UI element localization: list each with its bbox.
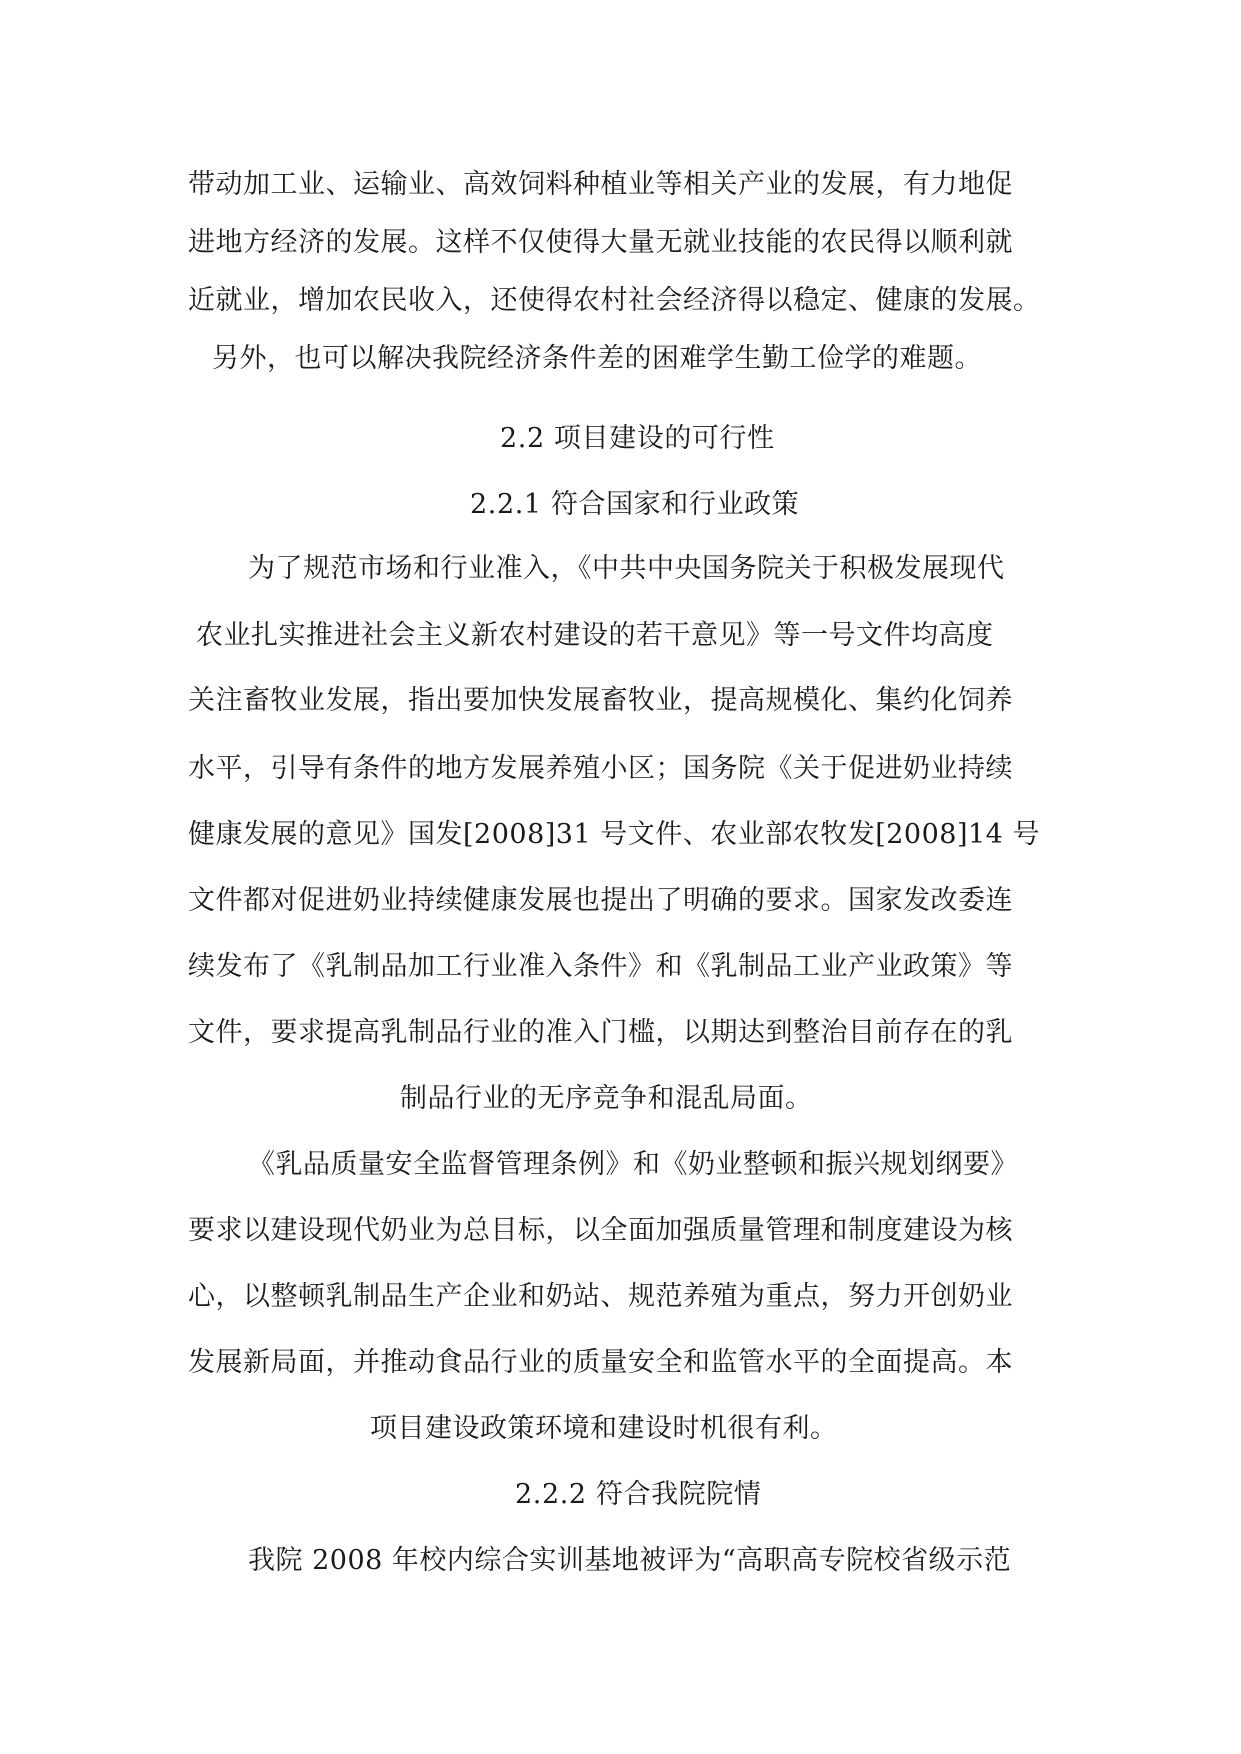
paragraph-3-line-1: 《乳品质量安全监督管理条例》和《奶业整顿和振兴规划纲要》 [248, 1149, 1018, 1180]
paragraph-2-line-9: 制品行业的无序竞争和混乱局面。 [400, 1083, 813, 1114]
paragraph-2-line-2: 农业扎实推进社会主义新农村建设的若干意见》等一号文件均高度 [196, 620, 994, 651]
paragraph-2-line-1: 为了规范市场和行业准入，《中共中央国务院关于积极发展现代 [248, 553, 1005, 584]
paragraph-2-line-8: 文件，要求提高乳制品行业的准入门槛，以期达到整治目前存在的乳 [188, 1017, 1013, 1048]
paragraph-1-line-4: 另外，也可以解决我院经济条件差的困难学生勤工俭学的难题。 [212, 343, 982, 374]
paragraph-2-line-4: 水平，引导有条件的地方发展养殖小区；国务院《关于促进奶业持续 [188, 753, 1013, 784]
paragraph-3-line-5: 项目建设政策环境和建设时机很有利。 [370, 1413, 838, 1444]
paragraph-3-line-4: 发展新局面，并推动食品行业的质量安全和监管水平的全面提高。本 [188, 1347, 1013, 1378]
section-heading-2-2: 2.2 项目建设的可行性 [500, 423, 775, 454]
paragraph-2-line-5: 健康发展的意见》国发[2008]31 号文件、农业部农牧发[2008]14 号 [188, 819, 1040, 850]
paragraph-1-line-2: 进地方经济的发展。这样不仅使得大量无就业技能的农民得以顺利就 [188, 227, 1013, 258]
paragraph-3-line-2: 要求以建设现代奶业为总目标，以全面加强质量管理和制度建设为核 [188, 1215, 1013, 1246]
paragraph-2-line-6: 文件都对促进奶业持续健康发展也提出了明确的要求。国家发改委连 [188, 885, 1013, 916]
paragraph-4-line-1: 我院 2008 年校内综合实训基地被评为“高职高专院校省级示范 [248, 1545, 1012, 1576]
paragraph-1-line-1: 带动加工业、运输业、高效饲料种植业等相关产业的发展，有力地促 [188, 169, 1013, 200]
paragraph-2-line-7: 续发布了《乳制品加工行业准入条件》和《乳制品工业产业政策》等 [188, 951, 1013, 982]
paragraph-1-line-3: 近就业，增加农民收入，还使得农村社会经济得以稳定、健康的发展。 [188, 285, 1041, 316]
section-heading-2-2-1: 2.2.1 符合国家和行业政策 [470, 489, 800, 520]
section-heading-2-2-2: 2.2.2 符合我院院情 [515, 1479, 762, 1510]
paragraph-2-line-3: 关注畜牧业发展，指出要加快发展畜牧业，提高规模化、集约化饲养 [188, 685, 1013, 716]
paragraph-3-line-3: 心，以整顿乳制品生产企业和奶站、规范养殖为重点，努力开创奶业 [188, 1281, 1013, 1312]
